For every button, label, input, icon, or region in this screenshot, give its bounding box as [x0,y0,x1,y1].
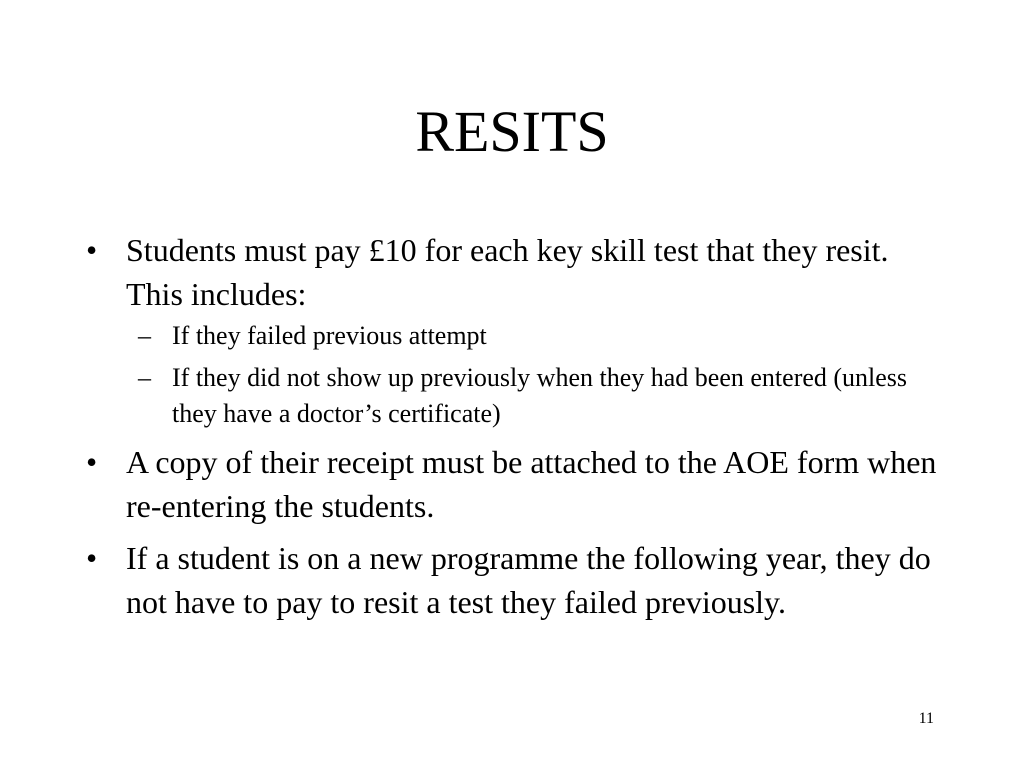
sub-list [126,318,946,432]
bullet-text: A copy of their receipt must be attached to the AOE form when re-entering the students. [126,444,937,524]
dash-icon: – [138,363,151,392]
bullet-icon: • [86,540,98,576]
bullet-item-receipt [86,440,946,528]
bullet-text: If a student is on a new programme the following year, they do not have to pay to resit a test they failed previously. [126,540,931,620]
sub-bullet-text: If they did not show up previously when they had been entered (unless they have a doctor’s certificate) [172,363,908,428]
page-number: 11 [918,710,934,727]
bullet-icon: • [86,232,98,268]
bullet-item-fees [86,228,946,432]
bullet-item-new-programme [86,536,946,624]
sub-bullet-text: If they failed previous attempt [172,321,487,350]
bullet-icon: • [86,444,98,480]
slide-title: RESITS [415,99,609,164]
sub-bullet-item [86,360,946,432]
bullet-text: Students must pay £10 for each key skill test that they resit. This includes: [126,232,889,312]
slide-body [86,228,946,632]
sub-bullet-item [86,318,946,354]
dash-icon: – [138,321,151,350]
